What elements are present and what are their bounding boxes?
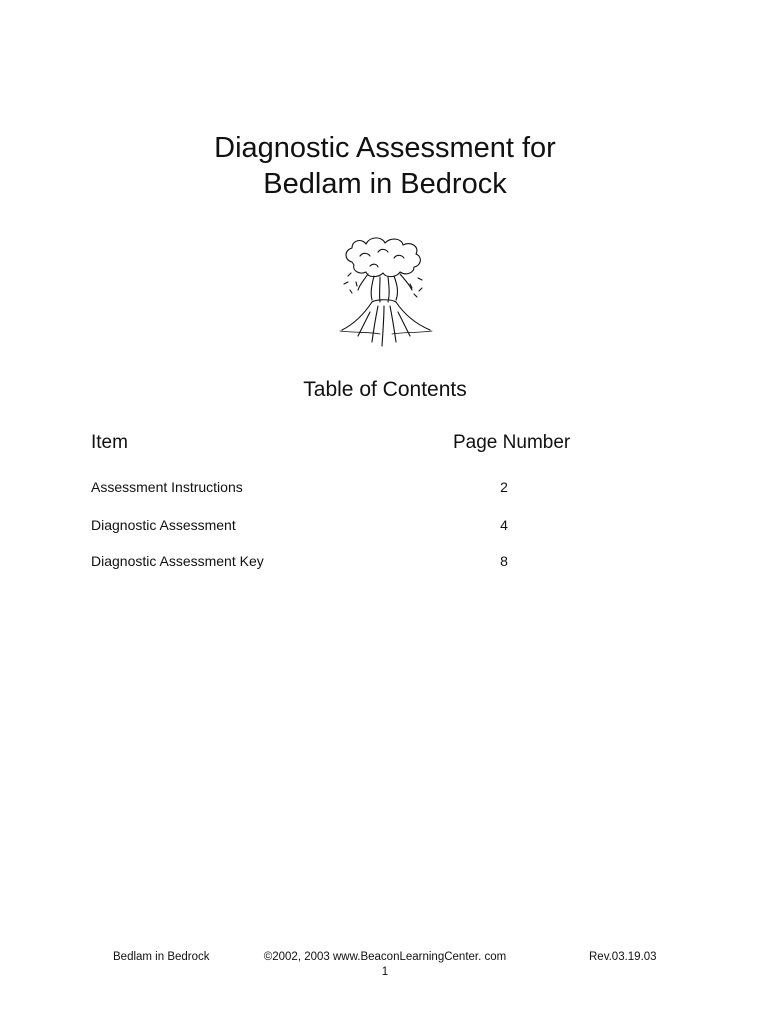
toc-item-label: Assessment Instructions bbox=[91, 479, 243, 495]
toc-column-item: Item bbox=[91, 432, 128, 453]
footer-revision: Rev.03.19.03 bbox=[589, 951, 657, 963]
toc-row bbox=[0, 477, 770, 497]
toc-item-page: 2 bbox=[500, 479, 508, 495]
document-title-line-2: Bedlam in Bedrock bbox=[263, 168, 507, 200]
toc-row bbox=[0, 515, 770, 535]
toc-item-page: 8 bbox=[500, 553, 508, 569]
toc-item-page: 4 bbox=[500, 517, 508, 533]
toc-row bbox=[0, 551, 770, 571]
toc-heading: Table of Contents bbox=[303, 378, 467, 401]
toc-column-page-number: Page Number bbox=[453, 432, 571, 453]
footer-copyright: ©2002, 2003 www.BeaconLearningCenter. com bbox=[263, 951, 507, 963]
document-title-line-1: Diagnostic Assessment for bbox=[214, 132, 556, 164]
toc-item-label: Diagnostic Assessment bbox=[91, 517, 236, 533]
volcano-icon bbox=[330, 232, 440, 350]
toc-item-label: Diagnostic Assessment Key bbox=[91, 553, 264, 569]
footer-page-number: 1 bbox=[381, 966, 389, 978]
footer-document-name: Bedlam in Bedrock bbox=[113, 951, 210, 963]
